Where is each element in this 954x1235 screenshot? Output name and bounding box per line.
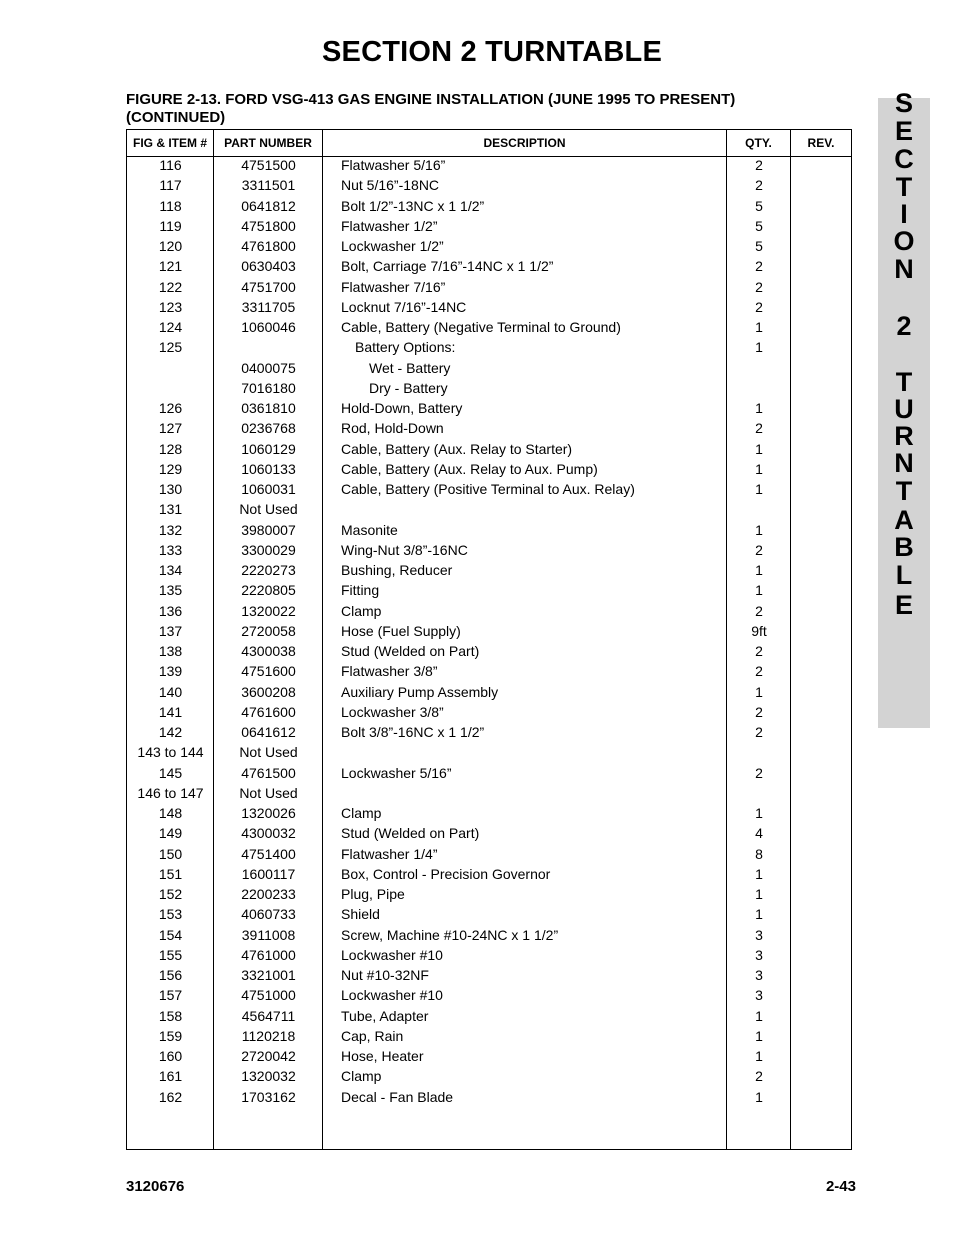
item-number: 154 [158,926,183,943]
part-number: 1600117 [241,865,296,882]
side-tab-letter: E [894,116,913,146]
description: Cap, Rain [341,1027,404,1044]
description: Flatwasher 5/16” [341,157,446,173]
quantity: 3 [755,946,763,963]
part-number: 0361810 [241,400,296,416]
description: Hose (Fuel Supply) [341,622,461,639]
item-number: 118 [159,197,182,214]
table-row [127,966,851,986]
description: Flatwasher 1/2” [341,217,438,234]
description: Decal - Fan Blade [341,1088,454,1105]
side-tab-letter: T [895,367,913,397]
quantity: 2 [755,703,763,720]
quantity: 1 [755,319,763,335]
description: Fitting [341,582,380,599]
side-tab-letter: E [894,590,913,620]
item-number: 152 [158,886,183,902]
quantity: 1 [755,400,763,416]
header-qty: QTY. [745,136,772,150]
item-number: 117 [159,177,182,194]
part-number: 4751500 [241,157,296,173]
description: Auxiliary Pump Assembly [341,683,499,700]
part-number: 3311705 [241,298,296,315]
part-number: 4300038 [241,643,296,659]
header-item: FIG & ITEM # [132,136,207,150]
description: Tube, Adapter [341,1007,429,1024]
part-number: 0236768 [241,420,296,437]
description: Hose, Heater [341,1048,424,1064]
description: Stud (Welded on Part) [341,643,480,659]
table-row [127,723,851,743]
part-number: 0641612 [241,724,296,740]
side-tab-letter: L [895,560,913,590]
page-number: 2-43 [825,1178,856,1195]
part-number: 0400075 [241,359,296,376]
description: Lockwasher 1/2” [341,238,444,254]
part-number: 0630403 [241,258,296,275]
table-row [127,278,851,298]
item-number: 128 [158,440,183,457]
part-number: 3980007 [241,521,296,538]
part-number: 4751600 [241,663,296,680]
table-row [127,176,851,196]
table-row [127,622,851,642]
part-number: Not Used [239,744,298,761]
quantity: 1 [755,481,763,497]
item-number: 161 [158,1068,183,1085]
quantity: 5 [755,238,763,254]
description: Flatwasher 7/16” [341,278,446,295]
table-row [127,521,851,541]
quantity: 3 [755,926,763,943]
side-tab-letter: A [894,505,914,535]
item-number: 151 [158,865,183,882]
section-title: SECTION 2 TURNTABLE [322,36,662,68]
side-tab-letter: R [894,421,914,451]
part-number: 4300032 [241,825,296,842]
part-number: 4751800 [241,217,296,234]
description: Cable, Battery (Aux. Relay to Starter) [341,440,573,457]
description: Nut 5/16”-18NC [341,177,440,194]
item-number: 148 [158,805,183,821]
quantity: 9ft [751,622,767,639]
item-number: 124 [158,319,183,335]
quantity: 3 [755,967,763,983]
table-row [127,318,851,338]
table-row [127,1047,851,1067]
table-row [127,824,851,844]
quantity: 2 [755,157,763,173]
description: Wing-Nut 3/8”-16NC [341,541,468,558]
item-number: 126 [158,400,183,416]
part-number: Not Used [239,501,298,518]
item-number: 120 [158,238,183,254]
part-number: 2220805 [241,582,296,599]
parts-table [126,129,852,1150]
description: Flatwasher 1/4” [341,845,438,862]
description: Lockwasher #10 [341,946,443,963]
quantity: 4 [755,825,763,842]
table-row [127,642,851,662]
table-row [127,460,851,480]
figure-title-line1: FIGURE 2-13. FORD VSG-413 GAS ENGINE INSTALLATION (JUNE 1995 TO PRESENT) [126,91,736,108]
document-number: 3120676 [126,1178,185,1195]
part-number: 4564711 [241,1007,296,1024]
description: Stud (Welded on Part) [341,825,480,842]
part-number: 1060133 [241,460,296,477]
item-number: 146 to 147 [137,784,204,801]
part-number: Not Used [239,784,298,801]
table-row [127,541,851,561]
side-tab-letter: C [894,144,914,174]
table-row [127,338,851,358]
table-row [127,156,851,176]
item-number: 138 [158,643,183,659]
item-number: 141 [158,703,183,720]
part-number: 4060733 [241,906,296,923]
quantity: 1 [755,865,763,882]
side-tab-letter: N [894,448,914,478]
quantity: 1 [755,1088,763,1105]
quantity: 5 [755,197,763,214]
item-number: 156 [158,967,183,983]
figure-title-line2: (CONTINUED) [126,109,226,126]
part-number: 3600208 [241,683,296,700]
table-row [127,500,851,520]
table-row [127,1088,851,1108]
item-number: 145 [158,764,183,781]
item-number: 158 [158,1007,183,1024]
part-number: 1060046 [241,319,296,335]
quantity: 8 [755,845,763,862]
item-number: 159 [158,1027,183,1044]
table-row [127,581,851,601]
side-tab-letter: T [895,476,913,506]
figure-title [126,91,826,127]
item-number: 132 [158,521,183,538]
table-row [127,1027,851,1047]
table-row [127,683,851,703]
side-tab-letter: 2 [896,311,912,341]
description: Locknut 7/16”-14NC [341,298,467,315]
item-number: 162 [158,1088,183,1105]
part-number: 2200233 [241,886,296,902]
description: Hold-Down, Battery [341,400,463,416]
table-row [127,419,851,439]
quantity: 5 [755,217,763,234]
description: Cable, Battery (Positive Terminal to Aux. Relay) [341,481,635,497]
description: Flatwasher 3/8” [341,663,438,680]
part-number: 4751000 [241,987,296,1004]
quantity: 1 [755,460,763,477]
quantity: 2 [755,420,763,437]
quantity: 2 [755,643,763,659]
quantity: 1 [755,1007,763,1024]
table-row [127,703,851,723]
quantity: 2 [755,663,763,680]
quantity: 2 [755,764,763,781]
quantity: 2 [755,278,763,295]
item-number: 127 [158,420,183,437]
table-row [127,784,851,804]
table-row [127,197,851,217]
table-row [127,926,851,946]
quantity: 1 [755,906,763,923]
table-row [127,865,851,885]
item-number: 139 [158,663,183,680]
quantity: 1 [755,1048,763,1064]
item-number: 119 [159,217,182,234]
description: Bushing, Reducer [341,562,453,578]
quantity: 1 [755,683,763,700]
item-number: 143 to 144 [137,744,204,761]
side-tab-letter: B [894,532,914,562]
part-number: 2720058 [241,622,296,639]
table-row [127,217,851,237]
description: Bolt 1/2”-13NC x 1 1/2” [341,197,485,214]
description: Plug, Pipe [341,886,405,902]
part-number: 1320022 [241,602,296,619]
table-row [127,804,851,824]
description: Lockwasher 3/8” [341,703,444,720]
item-number: 125 [158,339,183,356]
description: Clamp [341,1068,382,1085]
table-row [127,359,851,379]
side-tab-letter: O [893,226,915,256]
table-row [127,257,851,277]
item-number: 116 [159,157,182,173]
quantity: 2 [755,298,763,315]
item-number: 142 [158,724,183,740]
part-number: 1320032 [241,1068,296,1085]
description: Battery Options: [355,339,456,356]
description: Bolt, Carriage 7/16”-14NC x 1 1/2” [341,258,554,275]
quantity: 2 [755,258,763,275]
quantity: 2 [755,541,763,558]
part-number: 4761600 [241,703,296,720]
table-row [127,237,851,257]
item-number: 140 [158,683,183,700]
description: Lockwasher 5/16” [341,764,452,781]
part-number: 1320026 [241,805,296,821]
quantity: 2 [755,602,763,619]
side-tab-letter: I [900,199,908,229]
table-row [127,298,851,318]
quantity: 1 [755,339,763,356]
side-tab-letter: T [895,172,913,202]
table-row [127,885,851,905]
description: Lockwasher #10 [341,987,443,1004]
description: Dry - Battery [369,379,448,396]
quantity: 1 [755,805,763,821]
item-number: 121 [158,258,183,275]
quantity: 2 [755,724,763,740]
description: Cable, Battery (Aux. Relay to Aux. Pump) [341,460,598,477]
quantity: 2 [755,1068,763,1085]
header-part-number: PART NUMBER [224,136,312,150]
part-number: 2220273 [241,562,296,578]
part-number: 4751700 [241,278,296,295]
table-row [127,764,851,784]
header-rev: REV. [807,136,835,150]
item-number: 136 [158,602,183,619]
part-number: 4761800 [241,238,296,254]
quantity: 1 [755,440,763,457]
item-number: 123 [158,298,183,315]
description: Screw, Machine #10-24NC x 1 1/2” [341,926,559,943]
table-row [127,946,851,966]
table-row [127,1067,851,1087]
description: Shield [341,906,380,923]
quantity: 1 [755,1027,763,1044]
part-number: 3321001 [241,967,296,983]
item-number: 137 [158,622,183,639]
side-tab-letter: U [894,394,914,424]
table-row [127,602,851,622]
item-number: 131 [158,501,183,518]
part-number: 7016180 [241,379,296,396]
item-number: 150 [158,845,183,862]
description: Masonite [341,521,398,538]
side-tab-letter: N [894,254,914,284]
part-number: 3311501 [241,177,296,194]
table-row [127,1007,851,1027]
quantity: 1 [755,582,763,599]
part-number: 4761000 [241,946,296,963]
side-tab-letter: S [894,88,913,118]
part-number: 4761500 [241,764,296,781]
quantity: 1 [755,886,763,902]
table-row [127,440,851,460]
part-number: 4751400 [241,845,296,862]
item-number: 155 [158,946,183,963]
quantity: 1 [755,521,763,538]
table-row [127,905,851,925]
item-number: 153 [158,906,183,923]
quantity: 2 [755,177,763,194]
quantity: 3 [755,987,763,1004]
item-number: 133 [158,541,183,558]
item-number: 130 [158,481,183,497]
item-number: 135 [158,582,183,599]
description: Rod, Hold-Down [341,420,444,437]
part-number: 1120218 [241,1027,296,1044]
description: Clamp [341,805,382,821]
table-row [127,379,851,399]
part-number: 3300029 [241,541,296,558]
item-number: 129 [158,460,183,477]
item-number: 160 [158,1048,183,1064]
description: Bolt 3/8”-16NC x 1 1/2” [341,724,485,740]
part-number: 0641812 [241,197,296,214]
table-row [127,986,851,1006]
description: Nut #10-32NF [341,967,429,983]
table-row [127,743,851,763]
table-row [127,480,851,500]
description: Clamp [341,602,382,619]
item-number: 122 [158,278,183,295]
description: Wet - Battery [369,359,451,376]
quantity: 1 [755,562,763,578]
description: Cable, Battery (Negative Terminal to Ground) [341,319,621,335]
section-side-tab [878,88,930,728]
part-number: 2720042 [241,1048,296,1064]
table-row [127,399,851,419]
table-row [127,561,851,581]
table-body [127,156,851,1108]
part-number: 1060031 [241,481,296,497]
part-number: 1703162 [241,1088,296,1105]
item-number: 157 [158,987,183,1004]
part-number: 1060129 [241,440,296,457]
item-number: 149 [158,825,183,842]
table-row [127,662,851,682]
part-number: 3911008 [241,926,296,943]
table-row [127,845,851,865]
description: Box, Control - Precision Governor [341,865,551,882]
header-description: DESCRIPTION [483,136,566,150]
item-number: 134 [158,562,183,578]
